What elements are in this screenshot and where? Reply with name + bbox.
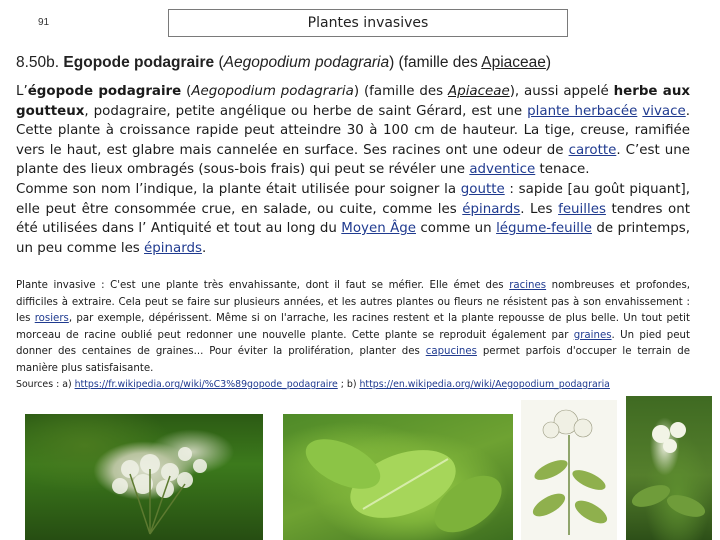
- text-run: ; b): [337, 379, 360, 390]
- link-adventice[interactable]: adventice: [469, 162, 536, 178]
- text-run: . C’est une plante des lieux ombragés (sous-bois frais) qui peut se révéler une: [16, 142, 690, 178]
- plant-habitat-photo: [626, 396, 712, 540]
- text-run: L’: [16, 84, 28, 99]
- page-header: Plantes invasives: [168, 9, 568, 37]
- section-title: [16, 54, 706, 72]
- link-epinards-2[interactable]: épinards: [144, 240, 202, 256]
- flower-umbel-photo: [25, 414, 263, 540]
- text-run: .: [201, 240, 207, 256]
- invasive-note: [16, 278, 690, 377]
- link-legume-feuille[interactable]: légume-feuille: [496, 221, 592, 237]
- plant-habitat-illustration: [626, 396, 712, 540]
- text-run: . Les: [520, 201, 559, 217]
- text-run: , par exemple, dépérissent. Même si on l'arrache, les racines restent et la plante repousse de plus belle. Un tout petit morceau de racine oublié peut redonner une nouvelle plante. Cette plante se reproduit également par: [16, 313, 690, 341]
- text-run: comme un: [416, 221, 497, 237]
- botanical-drawing: [521, 400, 617, 540]
- text-run: ), aussi appelé: [509, 84, 614, 99]
- source-link-en[interactable]: https://en.wikipedia.org/wiki/Aegopodium_podagraria: [359, 379, 610, 390]
- text-run: tendres ont été utilisées dans l’ Antiquité et tout au long du: [16, 201, 690, 237]
- text-run: Plante invasive : C'est une plante très envahissante, dont il faut se méfier. Elle émet des: [16, 280, 510, 291]
- link-racines[interactable]: racines: [509, 280, 547, 291]
- latin-name: Aegopodium podagraria: [191, 84, 354, 99]
- text-run: . Cette plante à croissance rapide peut atteindre 30 à 100 cm de hauteur. La tige, creuse, ramifiée vers le haut, est glabre mais cannelée en surface. Ses racines ont une odeur de: [16, 103, 690, 158]
- botanical-illustration: [521, 400, 617, 540]
- source-link-fr[interactable]: https://fr.wikipedia.org/wiki/%C3%89gopode_podagraire: [74, 379, 338, 390]
- title-latin: Aegopodium podagraria: [223, 54, 390, 71]
- title-family-link[interactable]: Apiaceae: [481, 54, 546, 71]
- link-goutte[interactable]: goutte: [460, 181, 505, 197]
- link-capucines[interactable]: capucines: [425, 346, 477, 357]
- title-text: ) (famille des: [389, 54, 478, 71]
- text-run: : sapide [au goût piquant], elle peut être consommée crue, en salade, ou cuite, comme les: [16, 181, 690, 217]
- link-plante-herbacee[interactable]: plante herbacée: [527, 103, 638, 119]
- bold-term: herbe aux goutteux: [16, 84, 690, 119]
- sources-line: [16, 379, 706, 390]
- link-vivace[interactable]: vivace: [642, 103, 686, 119]
- text-run: (: [181, 84, 192, 99]
- page-number: 91: [38, 17, 50, 28]
- link-feuilles[interactable]: feuilles: [558, 201, 606, 217]
- text-run: permet parfois d'occuper le terrain de manière plus satisfaisante.: [16, 346, 690, 374]
- link-rosiers[interactable]: rosiers: [34, 313, 69, 324]
- family-link[interactable]: Apiaceae: [448, 84, 510, 99]
- title-name: Egopode podagraire: [63, 54, 215, 71]
- text-run: de printemps, un peu comme les: [16, 221, 691, 256]
- description-paragraph: [16, 82, 690, 258]
- link-moyen-age[interactable]: Moyen Âge: [341, 221, 416, 237]
- title-number: 8.50b.: [16, 54, 60, 71]
- title-text: ): [545, 54, 552, 71]
- link-epinards[interactable]: épinards: [462, 201, 521, 217]
- leaves-photo: [283, 414, 513, 540]
- link-graines[interactable]: graines: [573, 329, 612, 341]
- text-run: nombreuses et profondes, difficiles à extraire. Cela peut se faire sur plusieurs années, et les autres plantes ou fleurs ne résistent pas à son envahissement : les: [16, 280, 690, 324]
- link-carotte[interactable]: carotte: [568, 142, 617, 158]
- flower-umbel-illustration: [25, 414, 263, 540]
- title-text: (: [218, 54, 224, 71]
- sources-label: Sources : a): [16, 379, 75, 390]
- text-run: Comme son nom l’indique, la plante était utilisée pour soigner la: [16, 181, 461, 197]
- text-run: . Un pied peut donner des centaines de graines... Pour éviter la prolifération, planter des: [16, 329, 690, 357]
- bold-term: égopode podagraire: [27, 84, 182, 99]
- leaves-illustration: [283, 414, 513, 540]
- text-run: , podagraire, petite angélique ou herbe de saint Gérard, est une: [84, 103, 528, 119]
- text-run: tenace.: [535, 162, 590, 178]
- text-run: ) (famille des: [353, 84, 449, 99]
